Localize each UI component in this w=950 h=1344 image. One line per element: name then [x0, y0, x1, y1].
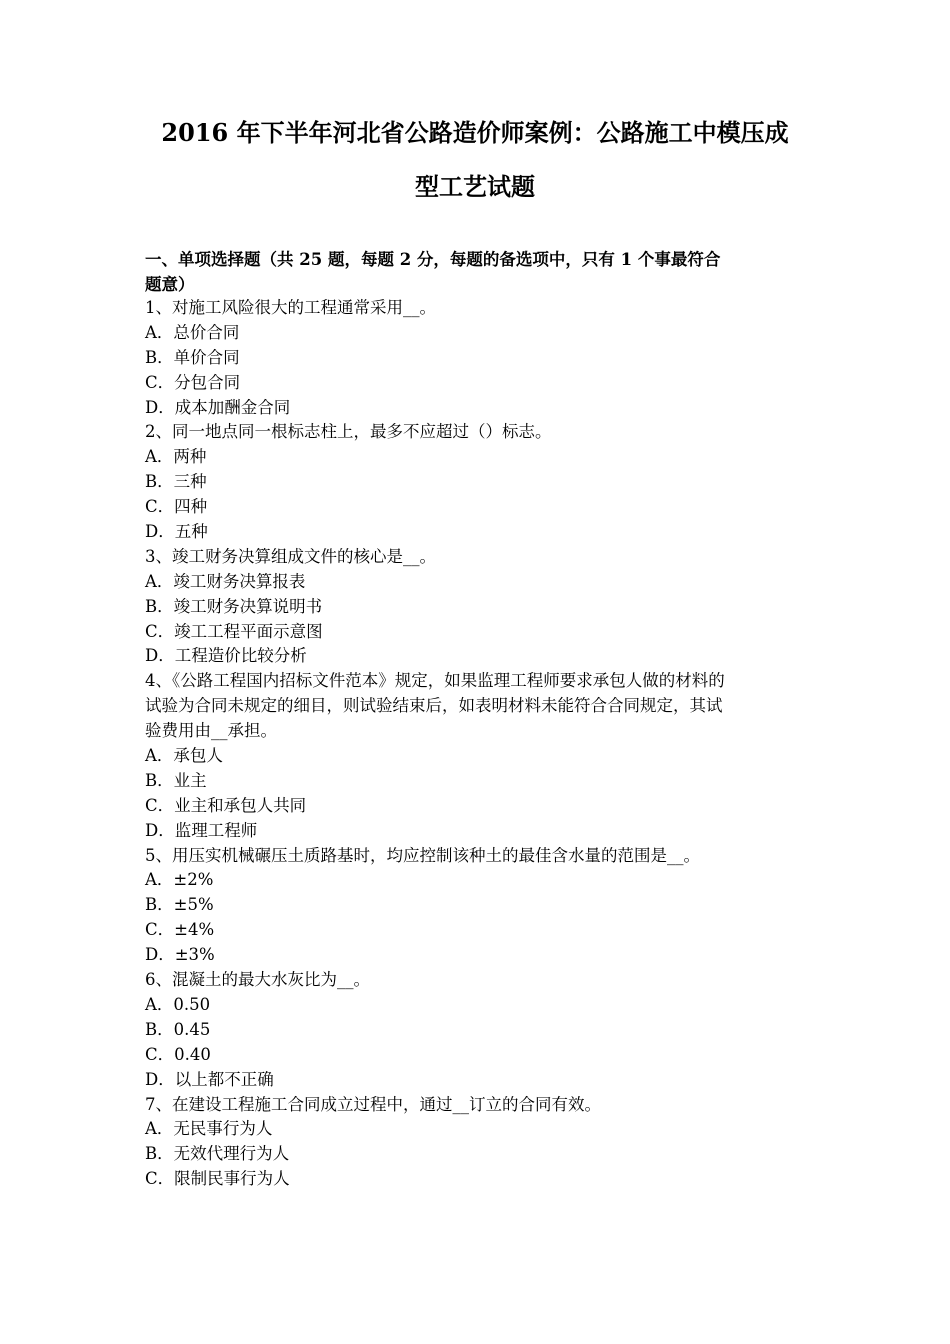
section-header [145, 247, 810, 297]
text-line: 4、《公路工程国内招标文件范本》规定，如果监理工程师要求承包人做的材料的 [145, 671, 725, 691]
section-header-line-2: 题意） [145, 275, 195, 294]
text-line: A．两种 [145, 447, 207, 467]
text-line: B．无效代理行为人 [145, 1144, 290, 1164]
text-line: B．单价合同 [145, 347, 240, 367]
text-line: 试验为合同未规定的细目，则试验结束后，如表明材料未能符合合同规定，其试 [145, 696, 723, 716]
text-line: C．分包合同 [145, 372, 241, 392]
text-line: 验费用由__承担。 [145, 721, 277, 741]
text-line: 6、混凝土的最大水灰比为__。 [145, 970, 370, 990]
text-line: D．监理工程师 [145, 820, 258, 840]
text-line: 3、竣工财务决算组成文件的核心是__。 [145, 546, 436, 566]
document-title-line-2: 型工艺试题 [415, 172, 535, 201]
text-line: B．0.45 [145, 1019, 211, 1039]
question-list [145, 296, 810, 1192]
text-line: 2、同一地点同一根标志柱上，最多不应超过（）标志。 [145, 422, 552, 442]
text-line: C．限制民事行为人 [145, 1169, 290, 1189]
text-line: D．±3% [145, 945, 215, 965]
section-header-line-1: 一、单项选择题（共 25 题，每题 2 分，每题的备选项中，只有 1 个事最符合 [145, 250, 721, 269]
text-line: D．以上都不正确 [145, 1069, 274, 1089]
text-line: 5、用压实机械碾压土质路基时，均应控制该种土的最佳含水量的范围是__。 [145, 845, 700, 865]
text-line: B．竣工财务决算说明书 [145, 596, 323, 616]
text-line: A．总价合同 [145, 322, 240, 342]
text-line: A．竣工财务决算报表 [145, 571, 306, 591]
text-line: C．0.40 [145, 1044, 211, 1064]
text-line: A．无民事行为人 [145, 1119, 273, 1139]
text-line: A．承包人 [145, 746, 223, 766]
document-title-line-1: 2016 年下半年河北省公路造价师案例：公路施工中模压成 [161, 118, 789, 147]
text-line: C．四种 [145, 497, 208, 517]
text-line: C．竣工工程平面示意图 [145, 621, 323, 641]
text-line: D．工程造价比较分析 [145, 646, 307, 666]
text-line: A．0.50 [145, 994, 211, 1014]
text-line: C．业主和承包人共同 [145, 795, 307, 815]
text-line: B．三种 [145, 472, 207, 492]
text-line: A．±2% [145, 870, 214, 890]
text-line: D．成本加酬金合同 [145, 397, 291, 417]
text-line: 1、对施工风险很大的工程通常采用__。 [145, 298, 436, 317]
text-line: 7、在建设工程施工合同成立过程中，通过__订立的合同有效。 [145, 1094, 601, 1114]
text-line: B．业主 [145, 770, 207, 790]
text-line: B．±5% [145, 895, 214, 915]
text-line: D．五种 [145, 522, 208, 542]
text-line: C．±4% [145, 920, 215, 940]
